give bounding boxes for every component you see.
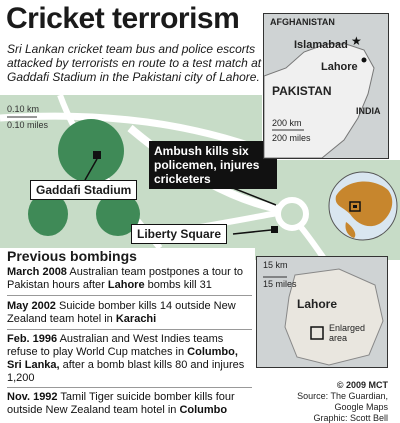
- roundabout: [278, 200, 306, 228]
- country-scale-km: 200 km: [272, 118, 302, 128]
- enlarged-area-label: Enlarged area: [329, 323, 366, 343]
- entry-place: Lahore: [107, 279, 145, 291]
- entry-text: Suicide bomber kills 14 outside New Zealand team hotel in: [7, 300, 236, 325]
- bombing-entry: [7, 266, 252, 292]
- bombing-entry: [7, 391, 252, 417]
- country-inset-map: [263, 13, 389, 159]
- source-line: Source: The Guardian,: [297, 391, 388, 401]
- divider: [7, 329, 252, 330]
- entry-text: Australian team postpones a tour to Pakistan hours after: [7, 266, 244, 291]
- bombing-entry: [7, 300, 252, 326]
- headline: Cricket terrorism: [6, 2, 240, 35]
- copyright: © 2009 MCT: [336, 380, 388, 390]
- entry-date: Nov. 1992: [7, 391, 58, 403]
- globe-icon: [329, 172, 397, 240]
- stadium-field: [58, 119, 124, 183]
- entry-text: bombs kill 31: [144, 279, 212, 291]
- ambush-callout: Ambush kills six policemen, injures cricketers: [149, 141, 277, 189]
- city-scale-miles: 15 miles: [263, 279, 297, 289]
- bombing-entry: [7, 333, 252, 385]
- capital-star-icon: ★: [351, 34, 362, 48]
- entry-place: Karachi: [115, 313, 157, 325]
- entry-text: Tamil Tiger suicide bomber kills four outside New Zealand team hotel in: [7, 391, 235, 416]
- country-scale-miles: 200 miles: [272, 133, 311, 143]
- city-scale-km: 15 km: [263, 260, 288, 270]
- graphic-credit: Graphic: Scott Bell: [313, 413, 388, 423]
- stadium-label: Gaddafi Stadium: [30, 180, 137, 200]
- entry-date: May 2002: [7, 300, 56, 312]
- city-lahore-label: Lahore: [297, 297, 338, 311]
- afghanistan-label: AFGHANISTAN: [270, 17, 335, 27]
- entry-text: Australian and West Indies teams refuse to play World Cup matches in: [7, 333, 224, 358]
- entry-place: Columbo, Sri Lanka,: [7, 346, 238, 371]
- stadium-marker: [93, 151, 101, 159]
- scale-miles-label: 0.10 miles: [7, 120, 49, 130]
- lahore-label: Lahore: [321, 61, 358, 73]
- entry-date: Feb. 1996: [7, 333, 58, 345]
- divider: [7, 295, 252, 296]
- square-marker: [271, 226, 278, 233]
- divider: [7, 387, 252, 388]
- credits: [297, 380, 388, 423]
- previous-bombings-heading: Previous bombings: [7, 248, 137, 264]
- entry-text: after a bomb blast kills 80 and injures 1,200: [7, 359, 245, 384]
- square-label: Liberty Square: [131, 224, 227, 244]
- pakistan-label: PAKISTAN: [272, 84, 332, 98]
- lahore-dot: [362, 58, 367, 63]
- islamabad-label: Islamabad: [294, 39, 348, 51]
- subtitle: Sri Lankan cricket team bus and police escorts attacked by terrorists en route to a test match at Gaddafi Stadium in the Pakistani city of Lahore.: [7, 42, 262, 84]
- source-line: Google Maps: [334, 402, 388, 412]
- india-label: INDIA: [356, 106, 381, 116]
- entry-place: Columbo: [179, 404, 228, 416]
- scale-km-label: 0.10 km: [7, 104, 40, 114]
- city-inset-map: [256, 256, 388, 368]
- lahore-area-shape: [285, 269, 383, 365]
- entry-date: March 2008: [7, 266, 67, 278]
